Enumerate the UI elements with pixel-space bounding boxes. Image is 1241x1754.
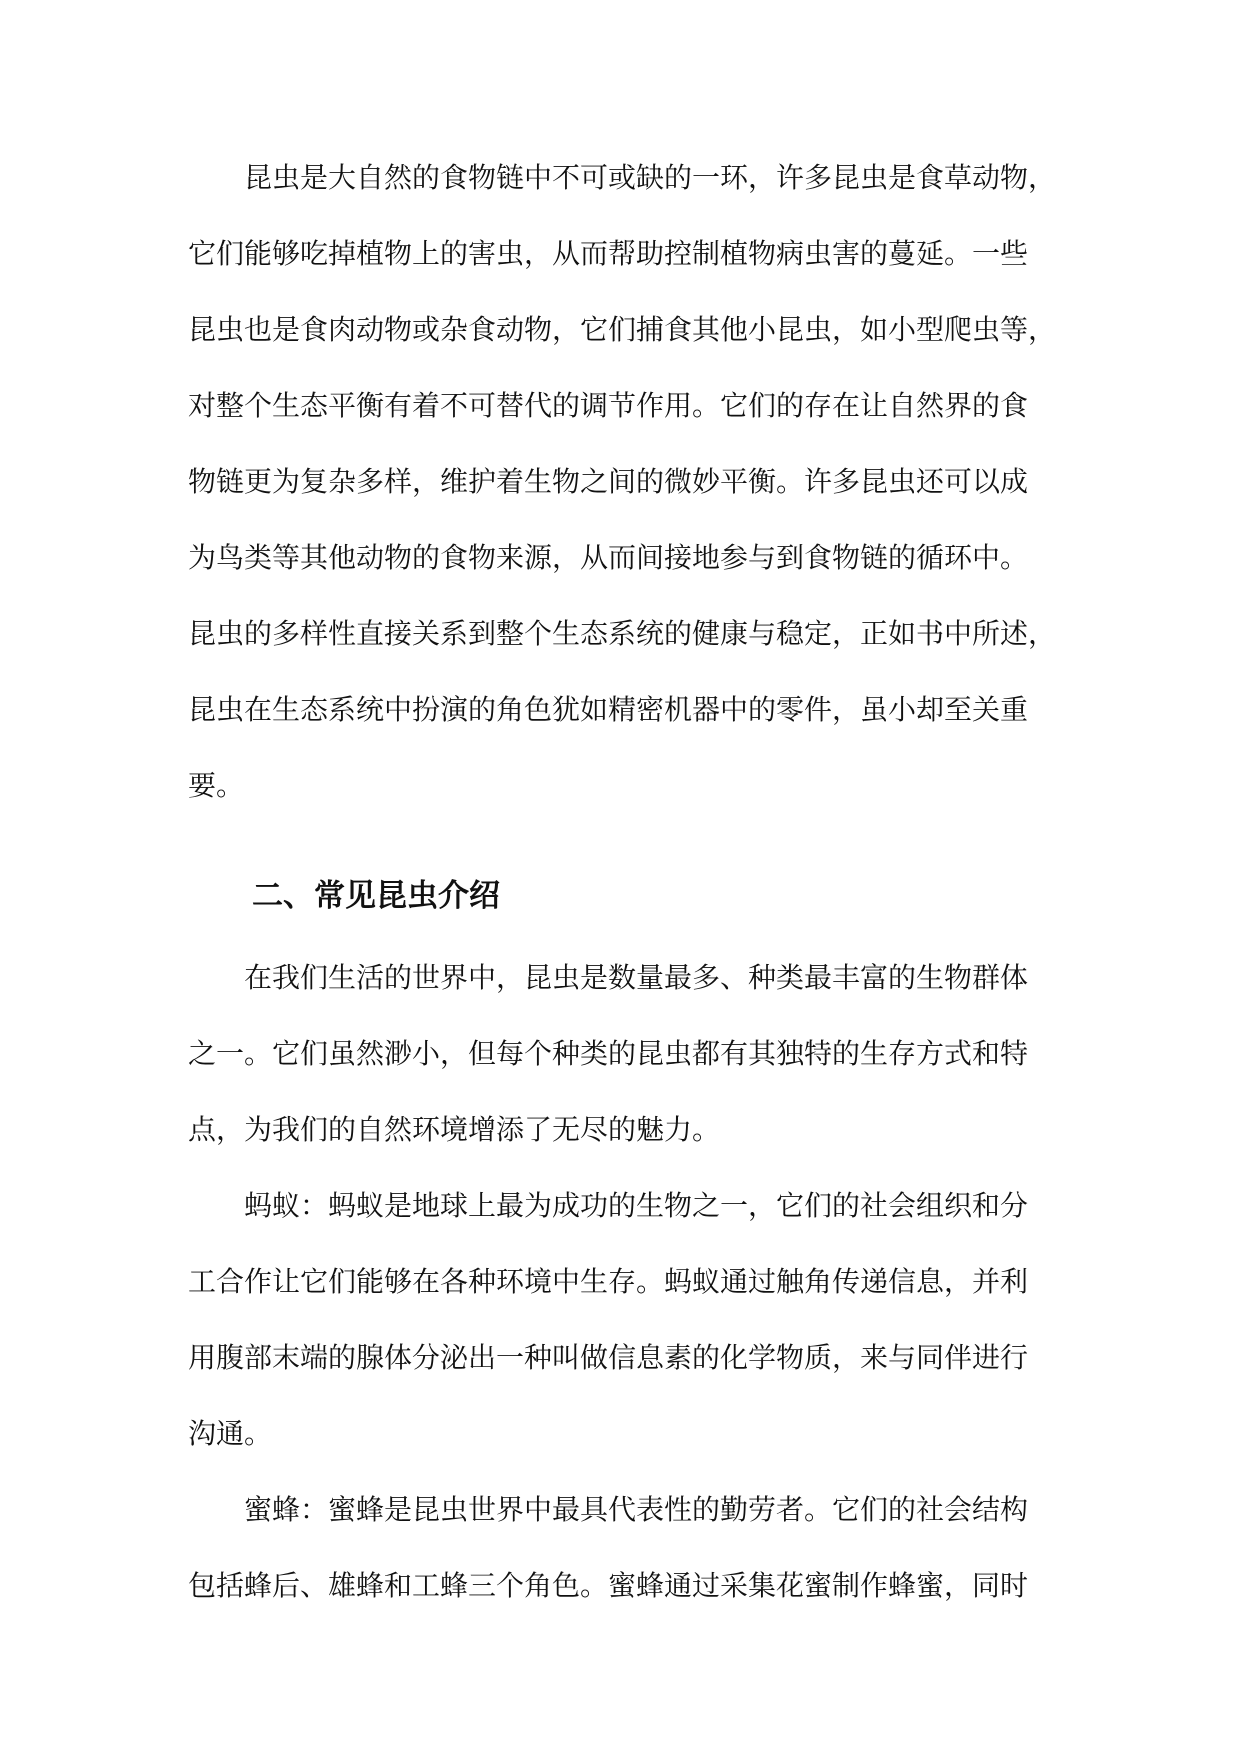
text-line: 用腹部末端的腺体分泌出一种叫做信息素的化学物质，来与同伴进行	[188, 1341, 1029, 1374]
document-body	[188, 140, 1078, 1624]
text-line: 对整个生态平衡有着不可替代的调节作用。它们的存在让自然界的食	[188, 389, 1029, 422]
text-line: 在我们生活的世界中，昆虫是数量最多、种类最丰富的生物群体	[244, 961, 1029, 994]
text-line: 工合作让它们能够在各种环境中生存。蚂蚁通过触角传递信息，并利	[188, 1265, 1029, 1298]
text-line: 包括蜂后、雄蜂和工蜂三个角色。蜜蜂通过采集花蜜制作蜂蜜，同时	[188, 1569, 1029, 1602]
section-heading: 二、常见昆虫介绍	[252, 878, 500, 914]
text-line: 之一。它们虽然渺小，但每个种类的昆虫都有其独特的生存方式和特	[188, 1037, 1029, 1070]
text-line: 它们能够吃掉植物上的害虫，从而帮助控制植物病虫害的蔓延。一些	[188, 237, 1029, 270]
text-line: 昆虫是大自然的食物链中不可或缺的一环，许多昆虫是食草动物，	[244, 161, 1057, 194]
paragraph-ants	[188, 1168, 1078, 1472]
text-line: 蜜蜂：蜜蜂是昆虫世界中最具代表性的勤劳者。它们的社会结构	[244, 1493, 1029, 1526]
text-line: 蚂蚁：蚂蚁是地球上最为成功的生物之一，它们的社会组织和分	[244, 1189, 1029, 1222]
text-line: 昆虫在生态系统中扮演的角色犹如精密机器中的零件，虽小却至关重	[188, 693, 1029, 726]
text-line: 点，为我们的自然环境增添了无尽的魅力。	[188, 1113, 721, 1146]
text-line: 昆虫也是食肉动物或杂食动物，它们捕食其他小昆虫，如小型爬虫等，	[188, 313, 1057, 346]
paragraph-food-chain	[188, 140, 1078, 824]
text-line: 物链更为复杂多样，维护着生物之间的微妙平衡。许多昆虫还可以成	[188, 465, 1029, 498]
text-line: 昆虫的多样性直接关系到整个生态系统的健康与稳定，正如书中所述，	[188, 617, 1057, 650]
paragraph-insect-intro	[188, 940, 1078, 1168]
text-line: 沟通。	[188, 1417, 273, 1450]
paragraph-bees	[188, 1472, 1078, 1624]
text-line: 要。	[188, 769, 245, 802]
text-line: 为鸟类等其他动物的食物来源，从而间接地参与到食物链的循环中。	[188, 541, 1029, 574]
